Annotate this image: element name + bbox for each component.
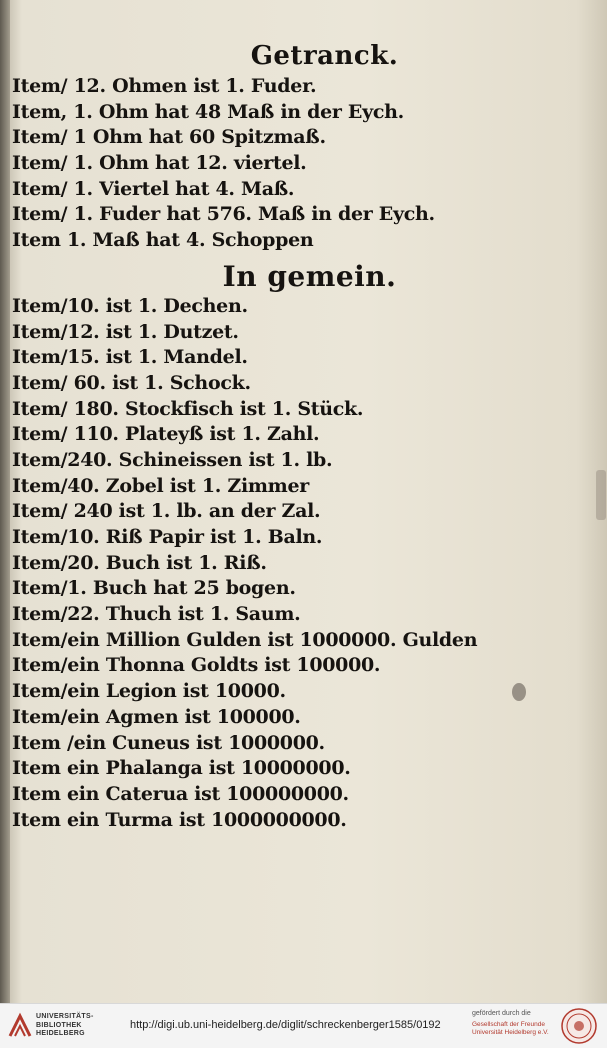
section-heading-getranck: Getranck.: [250, 41, 399, 71]
text-line: Item/ 1. Viertel hat 4. Maß.: [12, 177, 295, 200]
ub-heidelberg-logo-icon: [8, 1012, 32, 1038]
text-line: Item/10. Riß Papir ist 1. Baln.: [12, 526, 323, 548]
text-line: Item/ 60. ist 1. Schock.: [12, 371, 251, 394]
text-line: Item, 1. Ohm hat 48 Maß in der Eych.: [12, 100, 404, 123]
sponsor-name-line: Gesellschaft der Freunde: [472, 1021, 545, 1028]
footer-bar: [0, 1003, 607, 1048]
sponsor-name: [472, 1021, 549, 1037]
section-getranck: [12, 74, 597, 254]
text-line: Item/240. Schineissen ist 1. lb.: [12, 448, 333, 471]
section-heading-in-gemein: In gemein.: [222, 259, 397, 293]
text-line: Item ein Phalanga ist 10000000.: [12, 757, 351, 780]
sponsor-label: gefördert durch die: [472, 1010, 531, 1017]
text-line: Item/22. Thuch ist 1. Saum.: [12, 603, 301, 626]
text-line: Item/ein Million Gulden ist 1000000. Gulden: [12, 628, 478, 651]
text-line: Item/ 240 ist 1. lb. an der Zal.: [12, 500, 321, 523]
text-line: Item ein Turma ist 1000000000.: [12, 808, 347, 831]
text-line: Item/ein Legion ist 10000.: [12, 680, 286, 703]
text-line: Item/15. ist 1. Mandel.: [12, 346, 248, 369]
text-line: Item/ 180. Stockfisch ist 1. Stück.: [12, 397, 364, 420]
text-line: Item/ 12. Ohmen ist 1. Fuder.: [12, 75, 317, 97]
university-seal-icon: [561, 1008, 597, 1044]
text-line: Item/ 1. Ohm hat 12. viertel.: [12, 152, 307, 175]
page-edge-mark: [596, 470, 606, 520]
text-line: Item/ 1 Ohm hat 60 Spitzmaß.: [12, 126, 326, 149]
text-line: Item/12. ist 1. Dutzet.: [12, 320, 239, 343]
section-in-gemein: [12, 294, 597, 833]
text-line: Item/20. Buch ist 1. Riß.: [12, 551, 267, 574]
library-name-line: UNIVERSITÄTS-: [36, 1013, 94, 1020]
text-line: Item/40. Zobel ist 1. Zimmer: [12, 474, 309, 497]
permalink-url[interactable]: http://digi.ub.uni-heidelberg.de/diglit/schreckenberger1585/0192: [130, 1019, 441, 1031]
text-line: Item/ 110. Plateyß ist 1. Zahl.: [12, 423, 320, 446]
page-text: [12, 40, 597, 833]
text-line: Item/ein Thonna Goldts ist 100000.: [12, 654, 381, 677]
text-line: Item/1. Buch hat 25 bogen.: [12, 577, 296, 600]
text-line: Item/ein Agmen ist 100000.: [12, 705, 301, 728]
text-line: Item ein Caterua ist 100000000.: [12, 782, 349, 805]
library-name: [36, 1013, 94, 1039]
library-name-line: BIBLIOTHEK: [36, 1021, 82, 1029]
text-line: Item /ein Cuneus ist 1000000.: [12, 731, 325, 754]
text-line: Item/ 1. Fuder hat 576. Maß in der Eych.: [12, 203, 435, 226]
text-line: Item/10. ist 1. Dechen.: [12, 294, 248, 317]
library-name-line: HEIDELBERG: [36, 1030, 85, 1037]
sponsor-name-line: Universität Heidelberg e.V.: [472, 1029, 549, 1036]
text-line: Item 1. Maß hat 4. Schoppen: [12, 229, 314, 252]
